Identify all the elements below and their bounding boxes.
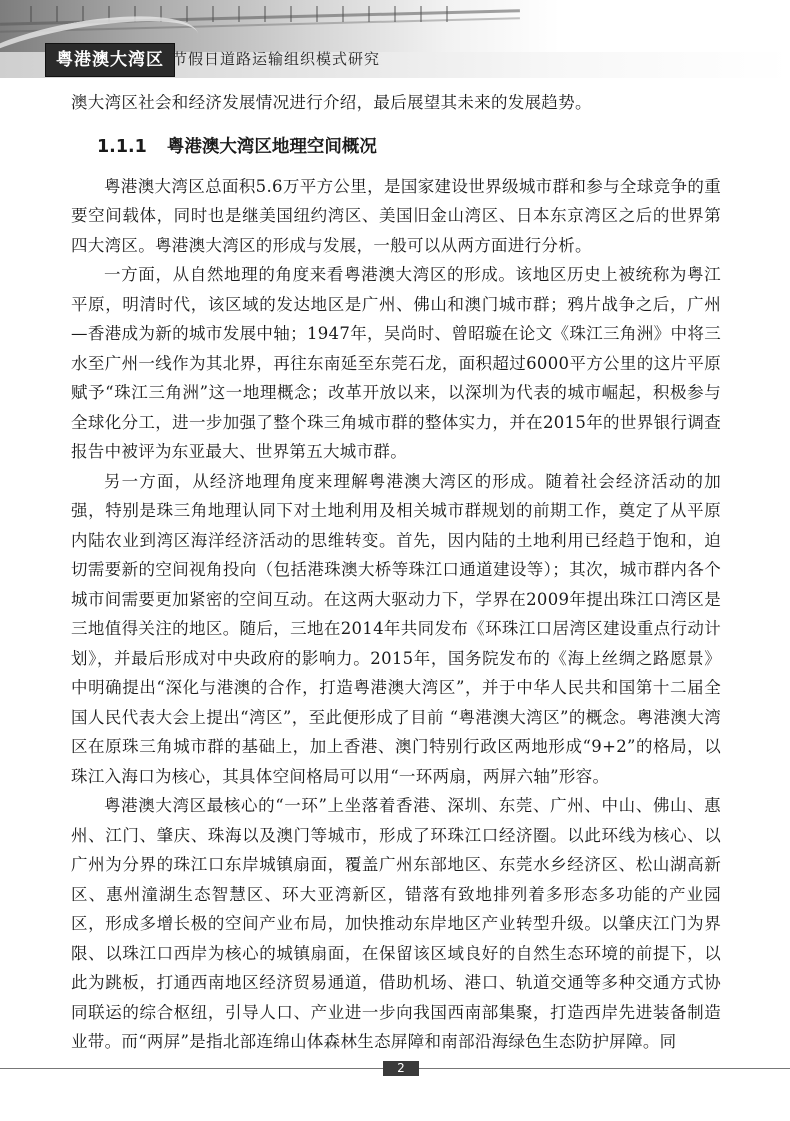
body-paragraph: 另一方面，从经济地理角度来理解粤港澳大湾区的形成。随着社会经济活动的加强，特别是珠三角地理认同下对土地利用及相关城市群规划的前期工作，奠定了从平原内陆农业到湾区海洋经济活动的思维转变。首先，因内陆的土地利用已经趋于饱和，迫切需要新的空间视角投向（包括港珠澳大桥等珠江口通道建设等）；其次，城市群内各个城市间需要更加紧密的空间互动。在这两大驱动力下，学界在2009年提出珠江口湾区是三地值得关注的地区。随后，三地在2014年共同发布《环珠江口居湾区建设重点行动计划》，并最后形成对中央政府的影响力。2015年，国务院发布的《海上丝绸之路愿景》中明确提出“深化与港澳的合作，打造粤港澳大湾区”，并于中华人民共和国第十二届全国人民代表大会上提出“湾区”，至此便形成了目前 “粤港澳大湾区”的概念。粤港澳大湾区在原珠三角城市群的基础上，加上香港、澳门特别行政区两地形成“9+2”的格局，以珠江入海口为核心，其具体空间格局可以用“一环两扇，两屏六轴”形容。 — [71, 471, 721, 786]
brand-label: 粤港澳大湾区 — [46, 44, 174, 76]
body-paragraph: 粤港澳大湾区总面积5.6万平方公里，是国家建设世界级城市群和参与全球竞争的重要空间载体，同时也是继美国纽约湾区、美国旧金山湾区、日本东京湾区之后的世界第四大湾区。粤港澳大湾区的形成与发展，一般可以从两方面进行分析。 — [71, 176, 721, 255]
body-paragraph: 一方面，从自然地理的角度来看粤港澳大湾区的形成。该地区历史上被统称为粤江平原，明清时代，该区域的发达地区是广州、佛山和澳门城市群；鸦片战争之后，广州—香港成为新的城市发展中轴；1947年，吴尚时、曾昭璇在论文《珠江三角洲》中将三水至广州一线作为其北界，再往东南延至东莞石龙，面积超过6000平方公里的这片平原赋予“珠江三角洲”这一地理概念；改革开放以来，以深圳为代表的城市崛起，积极参与全球化分工，进一步加强了整个珠三角城市群的整体实力，并在2015年的世界银行调查报告中被评为东亚最大、世界第五大城市群。 — [71, 265, 721, 461]
page-number: 2 — [383, 1061, 419, 1076]
book-title: 节假日道路运输组织模式研究 — [172, 50, 381, 68]
body-paragraph: 粤港澳大湾区最核心的“一环”上坐落着香港、深圳、东莞、广州、中山、佛山、惠州、江门、肇庆、珠海以及澳门等城市，形成了环珠江口经济圈。以此环线为核心、以广州为分界的珠江口东岸城镇扇面，覆盖广州东部地区、东莞水乡经济区、松山湖高新区、惠州潼湖生态智慧区、环大亚湾新区，错落有致地排列着多形态多功能的产业园区，形成多增长极的空间产业布局，加快推动东岸地区产业转型升级。以肇庆江门为界限、以珠江口西岸为核心的城镇扇面，在保留该区域良好的自然生态环境的前提下，以此为跳板，打通西南地区经济贸易通道，借助机场、港口、轨道交通等多种交通方式协同联运的综合枢纽，引导人口、产业进一步向我国西南部集聚，打造西岸先进装备制造业带。而“两屏”是指北部连绵山体森林生态屏障和南部沿海绿色生态防护屏障。同 — [71, 796, 721, 1051]
page-body — [71, 88, 721, 1057]
section-title: 粤港澳大湾区地理空间概况 — [166, 136, 377, 157]
section-heading — [71, 130, 721, 164]
page-header — [0, 0, 790, 78]
section-number: 1.1.1 — [97, 136, 147, 157]
lead-paragraph: 澳大湾区社会和经济发展情况进行介绍，最后展望其未来的发展趋势。 — [71, 93, 592, 112]
